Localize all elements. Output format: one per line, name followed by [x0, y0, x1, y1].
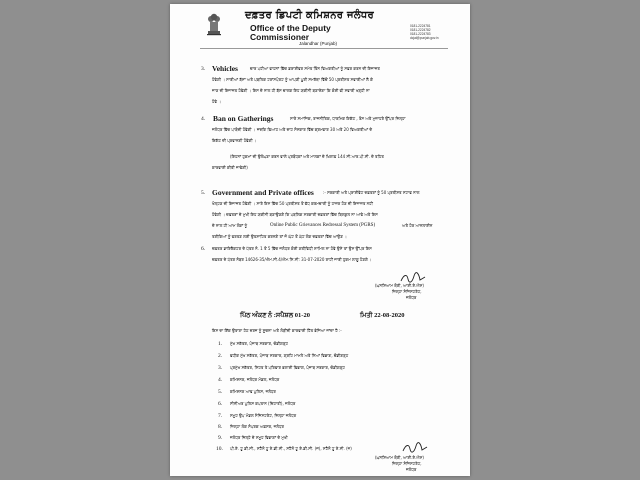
header-punjabi-title: ਦਫ਼ਤਰ ਡਿਪਟੀ ਕਮਿਸ਼ਨਰ ਜਲੰਧਰ	[245, 10, 375, 21]
list-item: ਸਮੂਹ ਉਪ ਮੰਡਲ ਮੈਜਿਸਟਰੇਟ, ਜ਼ਿਲ੍ਹਾ ਜਲੰਧਰ	[230, 413, 297, 418]
endorsement-date: ਮਿਤੀ 22-08-2020	[360, 312, 405, 319]
list-item: ਕਮਿਸ਼ਨਰ ਆਫ ਪੁਲਿਸ, ਜਲੰਧਰ	[230, 389, 276, 394]
section-title-gatherings: Ban on Gatherings	[213, 114, 274, 123]
list-item: ਜਲੰਧਰ ਜ਼ਿਲ੍ਹੇ ਦੇ ਸਮੂਹ ਵਿਭਾਗਾਂ ਦੇ ਮੁਖੀ	[230, 435, 288, 440]
pgrs-text: Online Public Grievances Redressal System (PGRS)	[270, 223, 376, 228]
section-title-vehicles: Vehicles	[212, 64, 238, 73]
section-number: 4.	[201, 116, 206, 122]
section-number: 3.	[201, 66, 206, 72]
section-line: ਹੋਵੇਗੀ । ਸਾਰੀਆਂ ਬੱਸਾਂ ਅਤੇ ਪਬਲਿਕ ਟਰਾਂਸਪੋਰਟ ਨੂੰ ਆਪਣੀ ਪੂਰੀ ਸਮਰੱਥਾ ਵਿੱਚੋਂ 50 ਪ੍ਰਤੀਸ਼ਤ ਸਵਾਰੀਆਂ ਲੈ ਕੇ	[212, 77, 373, 82]
list-item-number: 2.	[218, 353, 223, 359]
list-item-number: 10.	[216, 446, 223, 452]
government-emblem-icon	[205, 12, 223, 36]
signature-name: (ਘਨਸ਼ਿਆਮ ਥੋਰੀ, ਆਈ.ਏ.ਐਸ)	[375, 455, 424, 460]
list-item-number: 9.	[218, 435, 223, 441]
list-item-number: 6.	[218, 401, 223, 407]
contact-line: 0181-2224781	[410, 24, 431, 28]
section-line: ਤਰੀਕਿਆਂ ਨੂੰ ਵਰਤਣ ਲਈ ਉਤਸ਼ਾਹਿਤ ਕਰਨਗੇ ਤਾਂ ਜੋ ਘੱਟ ਤੋਂ ਘੱਟ ਲੋਕ ਦਫ਼ਤਰਾਂ ਵਿੱਚ ਆਉਣ ।	[212, 234, 347, 239]
section-line: ਅਤੇ ਹੋਰ ਆਨਲਾਈਨ	[402, 223, 433, 228]
section-line: ਹੋਵੇਗੀ । ਦਫ਼ਤਰਾਂ ਦੇ ਮੁਖੀ ਇਹ ਯਕੀਨੀ ਬਣਾਉਣਗੇ ਕਿ ਪਬਲਿਕ ਸਰਕਾਰੀ ਦਫ਼ਤਰਾਂ ਵਿੱਚ ਬਿਲਕੁਲ ਨਾ ਆਵੇ ਅਤੇ ਇਸ	[212, 212, 378, 217]
document-page	[170, 4, 470, 476]
section-line: ਚਾਰ ਪਹੀਆ ਵਾਹਨਾਂ ਵਿੱਚ ਡਰਾਈਵਰ ਸਮੇਤ ਤਿੰਨ ਵਿਅਕਤੀਆਂ ਨੂੰ ਸਫ਼ਰ ਕਰਨ ਦੀ ਇਜਾਜ਼ਤ	[250, 66, 380, 71]
list-item: ਪੀ.ਏ. ਟੂ ਡੀ.ਸੀ., ਸਟੈਨੋ ਟੂ ਏ.ਡੀ.ਸੀ., ਸਟੈਨੋ ਟੂ ਏ.ਡੀ.ਸੀ. (ਜ), ਸਟੈਨੋ ਟੂ ਏ.ਸੀ. (ਜ)	[230, 446, 352, 451]
section-title-offices: Government and Private offices	[212, 188, 314, 197]
signature-name: (ਘਨਸ਼ਿਆਮ ਥੋਰੀ, ਆਈ.ਏ.ਐਸ)	[375, 283, 424, 288]
intro-text: ਇਸ ਦਾ ਇੱਕ ਉਤਾਰਾ ਹੇਠ ਦਰਜ ਨੂੰ ਸੂਚਨਾ ਅਤੇ ਲੋੜੀਂਦੀ ਕਾਰਵਾਈ ਹਿੱਤ ਭੇਜਿਆ ਜਾਂਦਾ ਹੈ :-	[212, 328, 342, 333]
list-item-number: 4.	[218, 377, 223, 383]
list-item-number: 3.	[218, 365, 223, 371]
section-number: 5.	[201, 190, 206, 196]
list-item: ਜ਼ਿਲ੍ਹਾ ਲੋਕ ਸੰਪਰਕ ਅਫ਼ਸਰ, ਜਲੰਧਰ	[230, 424, 284, 429]
note-line: ਕਾਰਵਾਈ ਕੀਤੀ ਜਾਵੇਗੀ)	[212, 165, 248, 170]
list-item: ਸੀਨੀਅਰ ਪੁਲਿਸ ਕਪਤਾਨ (ਦਿਹਾਤੀ), ਜਲੰਧਰ	[230, 401, 296, 406]
header-location: Jalandhar (Punjab)	[299, 41, 338, 46]
list-item: ਵਧੀਕ ਮੁੱਖ ਸਕੱਤਰ, ਪੰਜਾਬ ਸਰਕਾਰ, ਗ੍ਰਹਿ ਮਾਮਲੇ ਅਤੇ ਨਿਆਂ ਵਿਭਾਗ, ਚੰਡੀਗੜ੍ਹ	[230, 353, 349, 358]
signature-scribble-icon	[402, 442, 428, 454]
list-item-number: 7.	[218, 413, 223, 419]
contact-email: dcjal@punjab.gov.in	[410, 36, 439, 40]
header-divider	[200, 48, 448, 49]
endorsement-number: ਪਿੱਠ ਅੰਕਣ ਨੰ :ਸਪੈਸ਼ਲ 01-20	[240, 312, 310, 319]
section-line: ਹੋਵੇ ।	[212, 99, 221, 104]
signature-place: ਜਲੰਧਰ	[406, 467, 417, 472]
list-item: ਪ੍ਰਮੁੱਖ ਸਕੱਤਰ, ਸਿਹਤ ਤੇ ਪਰਿਵਾਰ ਭਲਾਈ ਵਿਭਾਗ, ਪੰਜਾਬ ਸਰਕਾਰ, ਚੰਡੀਗੜ੍ਹ	[230, 365, 345, 370]
signature-designation: ਜ਼ਿਲ੍ਹਾ ਮੈਜਿਸਟਰੇਟ,	[392, 461, 422, 466]
list-item: ਮੁੱਖ ਸਕੱਤਰ, ਪੰਜਾਬ ਸਰਕਾਰ, ਚੰਡੀਗੜ੍ਹ	[230, 341, 288, 346]
section-line: ਸਾਰੇ ਸਮਾਜਿਕ, ਰਾਜਨੀਤਿਕ, ਧਾਰਮਿਕ ਇਕੱਠ , ਰੋਸ ਅਤੇ ਮੁਜ਼ਾਹਰੇ ਉੱਪਰ ਜ਼ਿਲ੍ਹਾ	[290, 116, 406, 121]
note-line: (ਇਹਨਾਂ ਹੁਕਮਾਂ ਦੀ ਉਲੰਘਣਾ ਕਰਨ ਵਾਲੇ ਪ੍ਰਬੰਧਕਾਂ ਅਤੇ ਮਾਲਕਾਂ ਦੇ ਖ਼ਿਲਾਫ਼ 144 ਸੀ.ਆਰ.ਪੀ.ਸੀ. ਦੇ ਤਹਿਤ	[230, 154, 384, 159]
section-line: ਜਾਣ ਦੀ ਇਜਾਜ਼ਤ ਹੋਵੇਗੀ । ਇਸ ਦੇ ਨਾਲ ਹੀ ਬੱਸ ਚਾਲਕ ਇਹ ਯਕੀਨੀ ਬਣਾਏਗਾ ਕਿ ਕੋਈ ਵੀ ਸਵਾਰੀ ਖੜ੍ਹੀ ਨਾ	[212, 88, 370, 93]
section-line: ਦੇ ਨਾਲ ਹੀ ਆਮ ਲੋਕਾਂ ਨੂੰ	[212, 223, 248, 228]
contact-line: 0181-2224782	[410, 28, 431, 32]
contact-line: 0181-2224783	[410, 32, 431, 36]
section-line: :- ਸਰਕਾਰੀ ਅਤੇ ਪ੍ਰਾਈਵੇਟ ਦਫ਼ਤਰਾਂ ਨੂੰ 50 ਪ੍ਰਤੀਸ਼ਤ ਸਟਾਫ ਨਾਲ	[323, 190, 420, 195]
section-number: 6.	[201, 246, 206, 252]
signature-place: ਜਲੰਧਰ	[406, 295, 417, 300]
list-item-number: 5.	[218, 389, 223, 395]
list-item-number: 8.	[218, 424, 223, 430]
header-english-line2: Commissioner	[250, 31, 310, 42]
section-line: ਦਫ਼ਤਰ ਦੇ ਪੱਤਰ ਨੰਬਰ 14626-35/ਐਮ.ਸੀ.4/ਐਮ.ਸਿ.ਸੀ: 31-07-2020 ਰਾਹੀਂ ਜਾਰੀ ਹੁਕਮ ਲਾਗੂ ਹੋਣਗੇ ।	[212, 257, 372, 262]
list-item-number: 1.	[218, 341, 223, 347]
section-line: ਖੋਲ੍ਹਣ ਦੀ ਇਜਾਜ਼ਤ ਹੋਵੇਗੀ । ਸਾਰੇ ਇਸ ਵਿੱਚ 50 ਪ੍ਰਤੀਸ਼ਤ ਤੋਂ ਵੱਧ ਕਰਮਚਾਰੀ ਨੂੰ ਹਾਜ਼ਰ ਹੋਣ ਦੀ ਇਜਾਜ਼ਤ ਨਹੀਂ	[212, 201, 373, 206]
signature-designation: ਜ਼ਿਲ੍ਹਾ ਮੈਜਿਸਟਰੇਟ,	[392, 289, 422, 294]
section-line: ਇਕੱਠ ਦੀ ਪ੍ਰਵਾਨਗੀ ਹੋਵੇਗੀ ।	[212, 138, 257, 143]
header-english-line1: Office of the Deputy	[250, 23, 331, 33]
list-item: ਕਮਿਸ਼ਨਰ, ਜਲੰਧਰ ਮੰਡਲ, ਜਲੰਧਰ	[230, 377, 280, 382]
section-line: ਜਲੰਧਰ ਵਿੱਚ ਪਾਬੰਦੀ ਹੋਵੇਗੀ । ਜਦਕਿ ਵਿਆਹ ਅਤੇ ਦਾਹ ਸੰਸਕਾਰ ਵਿੱਚ ਕ੍ਰਮਵਾਰ 30 ਅਤੇ 20 ਵਿਅਕਤੀਆਂ ਦੇ	[212, 127, 373, 132]
section-line: ਦਫ਼ਤਰ ਡਾਇਰੈਕਟਰ ਦੇ ਪੱਤਰ ਨੰ. 1 ਤੋਂ 5 ਵਿੱਚ ਜਲੰਧਰ ਕੋਈ ਗਤੀਵਿਧੀ ਸ਼ਾਮਿਲ ਨਾ ਹੋਵੇ ਉਸੇ ਤਾਂ ਉਸ ਉੱਪਰ ਇਸ	[212, 246, 372, 251]
